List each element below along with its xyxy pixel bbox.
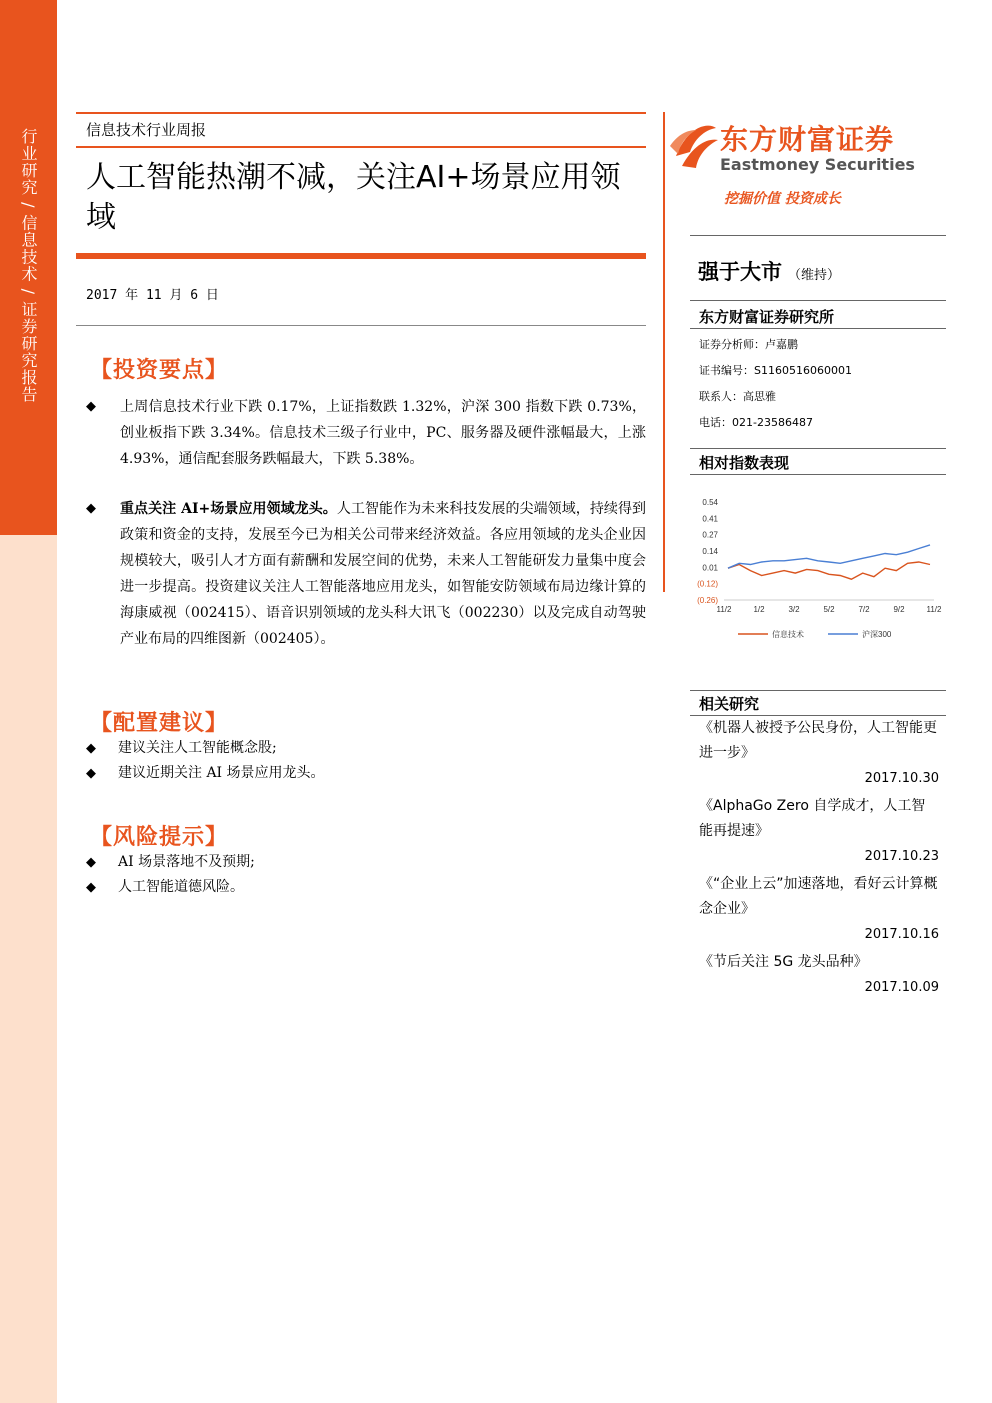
institute-name: 东方财富证券研究所 <box>699 308 835 326</box>
legend-label: 信息技术 <box>772 630 804 639</box>
invest-point-2-rest: 人工智能作为未来科技发展的尖端领域，持续得到政策和资金的支持，发展至今已为相关公司带来经济效益。各应用领域的龙头企业因规模较大，吸引人才方面有薪酬和发展空间的优势，未来人工智能研发力量集中度会进一步提高。投资建议关注人工智能落地应用龙头，如智能安防领域布局边缘计算的海康威视（002415）、语音识别领域的龙头科大讯飞（002230）以及完成自动驾驶产业布局的四维图新（002405）。 <box>120 501 647 647</box>
diamond-bullet-icon: ◆ <box>86 399 96 414</box>
risk-item <box>86 851 255 871</box>
y-tick-label: (0.12) <box>697 579 718 589</box>
rating-note: （维持） <box>788 268 841 283</box>
brand-name-en: Eastmoney Securities <box>720 155 915 174</box>
allocation-item-text: 建议近期关注 AI 场景应用龙头。 <box>118 765 325 781</box>
x-tick-label: 11/2 <box>926 605 942 614</box>
related-item-date: 2017.10.30 <box>864 771 939 786</box>
y-tick-label: (0.26) <box>697 596 718 605</box>
diamond-bullet-icon: ◆ <box>86 501 96 516</box>
invest-points-heading: 【投资要点】 <box>90 357 229 383</box>
sidebar-vertical-label: 行业研究 / 信息技术 / 证券研究报告 <box>19 128 38 404</box>
diamond-bullet-icon: ◆ <box>86 766 96 781</box>
sidebar-band-light <box>0 535 57 1403</box>
invest-point-2-bold: 重点关注 AI+场景应用领域龙头。 <box>120 501 337 517</box>
risk-heading: 【风险提示】 <box>90 824 229 850</box>
related-item-date: 2017.10.23 <box>864 849 939 864</box>
y-tick-label: 0.14 <box>702 547 718 556</box>
relative-index-chart <box>688 490 946 650</box>
y-tick-label: 0.41 <box>702 514 718 524</box>
diamond-bullet-icon: ◆ <box>86 855 96 870</box>
report-title: 人工智能热潮不减，关注AI+场景应用领域 <box>86 160 621 235</box>
institute-rule-bottom <box>690 328 946 329</box>
related-list <box>699 716 939 1003</box>
invest-point-2-text <box>120 496 646 652</box>
chart-rule <box>690 448 946 449</box>
chart-heading: 相对指数表现 <box>699 454 790 472</box>
x-tick-label: 11/2 <box>716 605 732 614</box>
brand-slogan: 挖掘价值 投资成长 <box>724 191 841 207</box>
series-line <box>728 562 930 579</box>
title-bar <box>76 253 646 259</box>
title-rule <box>76 146 646 148</box>
institute-rule <box>690 300 946 301</box>
contact: 联系人：高思雅 <box>699 390 776 403</box>
column-divider <box>663 112 665 592</box>
series-line <box>728 545 930 568</box>
related-rule <box>690 690 946 691</box>
legend-label: 沪深300 <box>862 630 892 639</box>
y-tick-label: 0.27 <box>702 530 718 540</box>
rating-rule <box>690 235 946 236</box>
related-item-title[interactable]: 《AlphaGo Zero 自学成才，人工智能再提速》 <box>699 798 926 839</box>
related-item-title[interactable]: 《机器人被授予公民身份，人工智能更进一步》 <box>699 720 937 761</box>
risk-item <box>86 876 244 896</box>
related-item-title[interactable]: 《节后关注 5G 龙头品种》 <box>699 954 868 970</box>
risk-item-text: AI 场景落地不及预期; <box>118 854 255 870</box>
invest-point-1 <box>86 394 646 472</box>
invest-point-1-text: 上周信息技术行业下跌 0.17%，上证指数跌 1.32%，沪深 300 指数下跌 0.73%，创业板指下跌 3.34%。信息技术三级子行业中，PC、服务器及硬件涨幅最大，上涨 4.93%，通信配套服务跌幅最大，下跌 5.38%。 <box>120 399 646 467</box>
x-tick-label: 3/2 <box>788 605 800 614</box>
y-tick-label: 0.54 <box>702 498 718 507</box>
allocation-heading: 【配置建议】 <box>90 710 229 736</box>
related-heading: 相关研究 <box>699 695 760 713</box>
x-tick-label: 5/2 <box>823 605 835 614</box>
x-tick-label: 1/2 <box>753 605 765 614</box>
y-tick-label: 0.01 <box>702 563 718 573</box>
x-tick-label: 7/2 <box>858 605 870 614</box>
related-item-title[interactable]: 《“企业上云”加速落地，看好云计算概念企业》 <box>699 876 938 917</box>
brand-name-cn: 东方财富证券 <box>720 123 895 156</box>
related-item-date: 2017.10.16 <box>864 927 939 942</box>
top-rule <box>76 112 646 114</box>
diamond-bullet-icon: ◆ <box>86 880 96 895</box>
chart-rule-bottom <box>690 474 946 475</box>
allocation-item-text: 建议关注人工智能概念股; <box>118 740 277 756</box>
related-item-date: 2017.10.09 <box>864 980 939 995</box>
rating <box>698 256 840 286</box>
rating-label: 强于大市 <box>698 260 782 284</box>
diamond-bullet-icon: ◆ <box>86 741 96 756</box>
allocation-item <box>86 737 277 757</box>
phone: 电话：021-23586487 <box>699 416 813 429</box>
cert-number: 证书编号：S1160516060001 <box>699 364 852 377</box>
analyst: 证券分析师：卢嘉鹏 <box>699 338 798 351</box>
risk-item-text: 人工智能道德风险。 <box>118 879 244 895</box>
allocation-item <box>86 762 325 782</box>
report-date: 2017 年 11 月 6 日 <box>86 288 219 303</box>
invest-point-2 <box>86 496 646 652</box>
x-tick-label: 9/2 <box>893 605 905 614</box>
date-rule <box>76 325 646 326</box>
report-type: 信息技术行业周报 <box>86 121 207 139</box>
